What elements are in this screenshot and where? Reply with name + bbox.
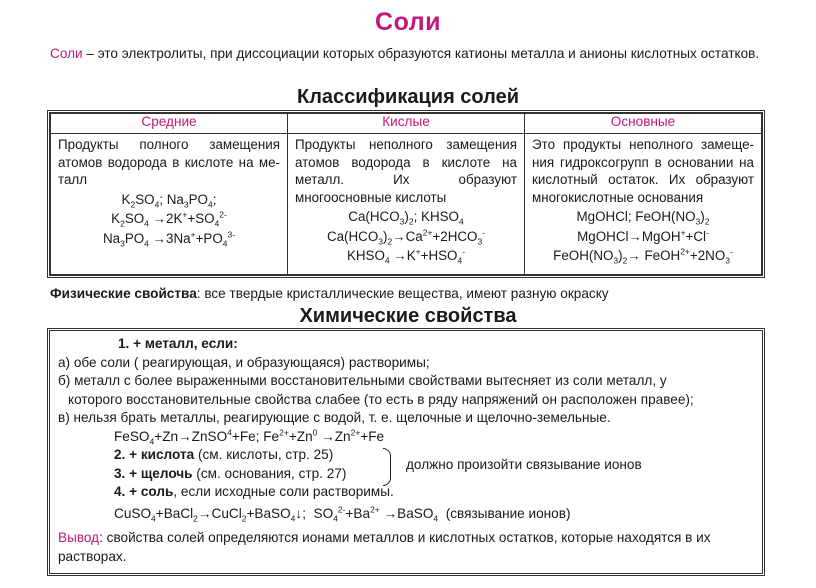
metal-reaction-equation: FeSO$_4$+Zn→ZnSO$^4$+Fe; $Fe^{2+}+Zn^0 \to Zn^{2+}+Fe$	[114, 426, 385, 447]
classification-table	[50, 113, 762, 275]
condition-a: а) обе соли ( реагирующая, и образующаяся) растворимы;	[58, 354, 430, 370]
ion-binding-note: должно произойти связывание ионов	[406, 457, 642, 472]
cell-acidic-salts	[288, 134, 525, 275]
acidic-salts-description: Продукты неполного замещения атомов водорода в кислоте на металл. Их образуют многоосновные кислоты	[295, 137, 517, 205]
classification-heading: Классификация солей	[296, 86, 520, 108]
salt-reaction-equation: CuSO$_4$+BaCl$_2$→CuCl$_2$+BaSO$_4$↓; $SO_4^{2-}+Ba^{2+}$ →BaSO$_4$ (связывание ионов)	[114, 503, 571, 524]
property-metal-title: 1. + металл, если:	[118, 336, 238, 351]
chemical-properties-heading: Химические свойства	[299, 305, 517, 327]
property-metal	[58, 335, 754, 354]
cell-normal-salts	[51, 134, 288, 275]
property-acid-title: 2. + кислота	[114, 447, 195, 462]
conclusion-text: : свойства солей определяются ионами металлов и кислотных остатков, которые находятся в их растворах.	[58, 530, 711, 564]
definition-term: Соли	[50, 46, 83, 61]
column-header-basic: Основные	[525, 114, 762, 134]
curly-brace	[383, 448, 391, 486]
normal-salts-formula: $K_2SO_4$; $Na_3PO_4$;	[121, 191, 217, 210]
column-header-acidic: Кислые	[288, 114, 525, 134]
column-header-normal: Средние	[51, 114, 288, 134]
acidic-salts-formula: $Ca(HCO_3)_2$; $KHSO_4$	[348, 209, 464, 227]
cell-basic-salts	[525, 134, 762, 275]
property-alkali-title: 3. + щелочь	[114, 465, 193, 481]
basic-salts-formula: MgOHCl→MgOH++Cl-	[577, 227, 709, 244]
acidic-salts-formula: $KHSO_4 \to K^++HSO_4^-$	[346, 246, 466, 266]
property-salt-condition: , если исходные соли растворимы.	[173, 484, 394, 499]
acidic-salts-formula: $Ca(HCO_3)_2\to Ca^{2+}+2HCO_3^-$	[326, 227, 486, 247]
normal-salts-description: Продукты полного замещения атомов водорода в кислоте на металл	[58, 137, 280, 187]
basic-salts-description: Это продукты неполного замещения гидроксогрупп в основании на кислотный остаток. Их образуют многокислотные основания	[532, 137, 754, 205]
basic-salts-formula: $FeOH(NO_3)_2\to$ $FeOH^{2+}+2NO_3^-$	[553, 246, 733, 266]
condition-b-line1: б) металл с более выраженными восстановительными свойствами вытесняет из соли металл, у	[58, 373, 667, 388]
property-salt-title: 4. + соль	[114, 484, 174, 499]
property-alkali-ref: (см. основания, стр. 27)	[192, 465, 347, 481]
definition-text: – это электролиты, при диссоциации которых образуются катионы металла и анионы кислотных остатков.	[82, 46, 760, 61]
conclusion	[58, 529, 754, 566]
condition-b-line2: которого восстановительные свойства слабее (то есть в ряду напряжений он расположен правее);	[68, 391, 694, 407]
normal-salts-formula: $K_2SO_4 \to 2K^++SO_4^{2-}$	[111, 209, 227, 229]
chemical-properties-box	[47, 328, 765, 576]
page-title: Соли	[375, 8, 441, 36]
conclusion-label: Вывод	[58, 530, 100, 545]
acid-alkali-group	[58, 446, 754, 483]
basic-salts-formula: MgOHCl; $FeOH(NO_3)_2$	[576, 209, 710, 227]
condition-c: в) нельзя брать металлы, реагирующие с водой, т. е. щелочные и щелочно-земельные.	[58, 410, 611, 425]
property-acid-ref: (см. кислоты, стр. 25)	[194, 447, 334, 462]
physical-properties	[50, 286, 770, 301]
physical-properties-text: : все твердые кристаллические вещества, имеют разную окраску	[196, 286, 609, 301]
salt-definition	[50, 44, 760, 63]
property-salt	[58, 483, 754, 502]
normal-salts-formula: $Na_3PO_4 \to 3Na^++PO_4^{3-}$	[102, 229, 236, 249]
physical-properties-label: Физические свойства	[50, 286, 197, 301]
classification-table-frame	[47, 110, 765, 278]
